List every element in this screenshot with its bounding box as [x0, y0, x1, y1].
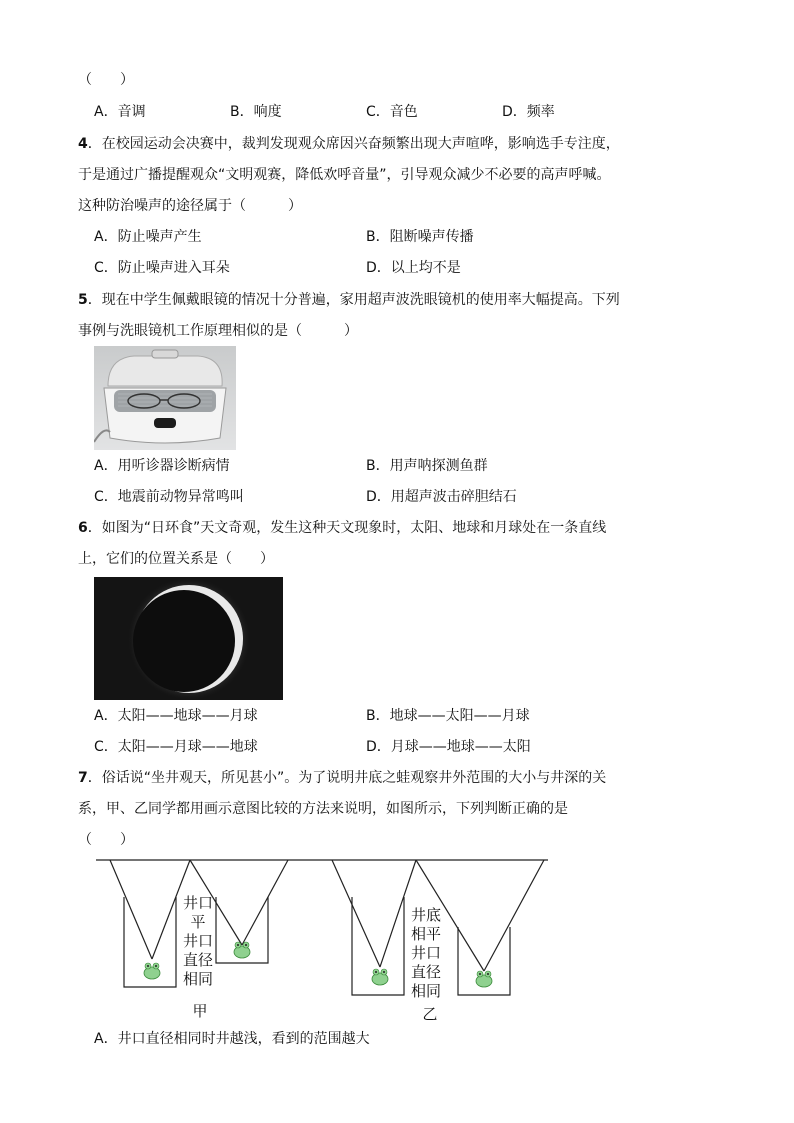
q5-stem-line-1: 5．现在中学生佩戴眼镜的情况十分普遍，家用超声波洗眼镜机的使用率大幅提高。下列 — [78, 292, 620, 308]
q5-option-d[interactable]: D．用超声波击碎胆结石 — [366, 489, 517, 505]
jia-label: 甲 — [192, 1002, 208, 1020]
jia-note-line-1: 井口 — [182, 894, 214, 912]
well-frog-diagram — [92, 853, 552, 1025]
q4-option-d[interactable]: D．以上均不是 — [366, 260, 461, 276]
q5-stem-line-2: 事例与洗眼镜机工作原理相似的是（ ） — [78, 323, 358, 339]
yi-note-line-2: 相平 — [410, 925, 442, 943]
q6-option-a[interactable]: A．太阳——地球——月球 — [94, 708, 258, 724]
q3-option-d[interactable]: D．频率 — [502, 104, 555, 120]
jia-note-line-2: 平 — [190, 913, 206, 931]
q6-number: 6 — [78, 520, 88, 536]
jia-note-line-4: 直径 — [182, 951, 214, 969]
frog-icon — [372, 969, 388, 985]
q3-paren: （ ） — [78, 72, 134, 88]
q4-option-b[interactable]: B．阻断噪声传播 — [366, 229, 474, 245]
q3-option-c[interactable]: C．音色 — [366, 104, 418, 120]
yi-note-line-3: 井口 — [410, 944, 442, 962]
q6-option-b[interactable]: B．地球——太阳——月球 — [366, 708, 530, 724]
q3-option-a[interactable]: A．音调 — [94, 104, 146, 120]
q3-option-b[interactable]: B．响度 — [230, 104, 282, 120]
jia-note-line-5: 相同 — [182, 970, 214, 988]
annular-eclipse-photo — [94, 577, 283, 700]
q6-option-c[interactable]: C．太阳——月球——地球 — [94, 739, 258, 755]
q5-option-a[interactable]: A．用听诊器诊断病情 — [94, 458, 230, 474]
q4-option-a[interactable]: A．防止噪声产生 — [94, 229, 202, 245]
q6-stem-line-1: 6．如图为“日环食”天文奇观，发生这种天文现象时，太阳、地球和月球处在一条直线 — [78, 520, 607, 536]
yi-label: 乙 — [422, 1005, 438, 1023]
q4-option-c[interactable]: C．防止噪声进入耳朵 — [94, 260, 230, 276]
q5-option-b[interactable]: B．用声呐探测鱼群 — [366, 458, 488, 474]
q7-number: 7 — [78, 770, 88, 786]
q6-stem-line-2: 上，它们的位置关系是（ ） — [78, 551, 274, 567]
q7-stem-line-3: （ ） — [78, 832, 134, 848]
q5-option-c[interactable]: C．地震前动物异常鸣叫 — [94, 489, 244, 505]
q4-stem-line-3: 这种防治噪声的途径属于（ ） — [78, 198, 302, 214]
frog-icon — [476, 971, 492, 987]
frog-icon — [144, 963, 160, 979]
yi-note-line-4: 直径 — [410, 963, 442, 981]
ultrasonic-cleaner-photo — [94, 346, 236, 450]
q7-option-a[interactable]: A．井口直径相同时井越浅，看到的范围越大 — [94, 1031, 370, 1047]
q5-number: 5 — [78, 292, 88, 308]
q4-stem-line-2: 于是通过广播提醒观众“文明观赛，降低欢呼音量”，引导观众减少不必要的高声呼喊。 — [78, 167, 611, 183]
q7-stem-line-1: 7．俗话说“坐井观天，所见甚小”。为了说明井底之蛙观察井外范围的大小与井深的关 — [78, 770, 607, 786]
q4-number: 4 — [78, 136, 88, 152]
yi-note-line-5: 相同 — [410, 982, 442, 1000]
jia-note-line-3: 井口 — [182, 932, 214, 950]
q7-stem-line-2: 系，甲、乙同学都用画示意图比较的方法来说明，如图所示，下列判断正确的是 — [78, 801, 568, 817]
q6-option-d[interactable]: D．月球——地球——太阳 — [366, 739, 531, 755]
yi-note-line-1: 井底 — [410, 906, 442, 924]
q4-stem-line-1: 4．在校园运动会决赛中，裁判发现观众席因兴奋频繁出现大声喧哗，影响选手专注度， — [78, 136, 620, 152]
